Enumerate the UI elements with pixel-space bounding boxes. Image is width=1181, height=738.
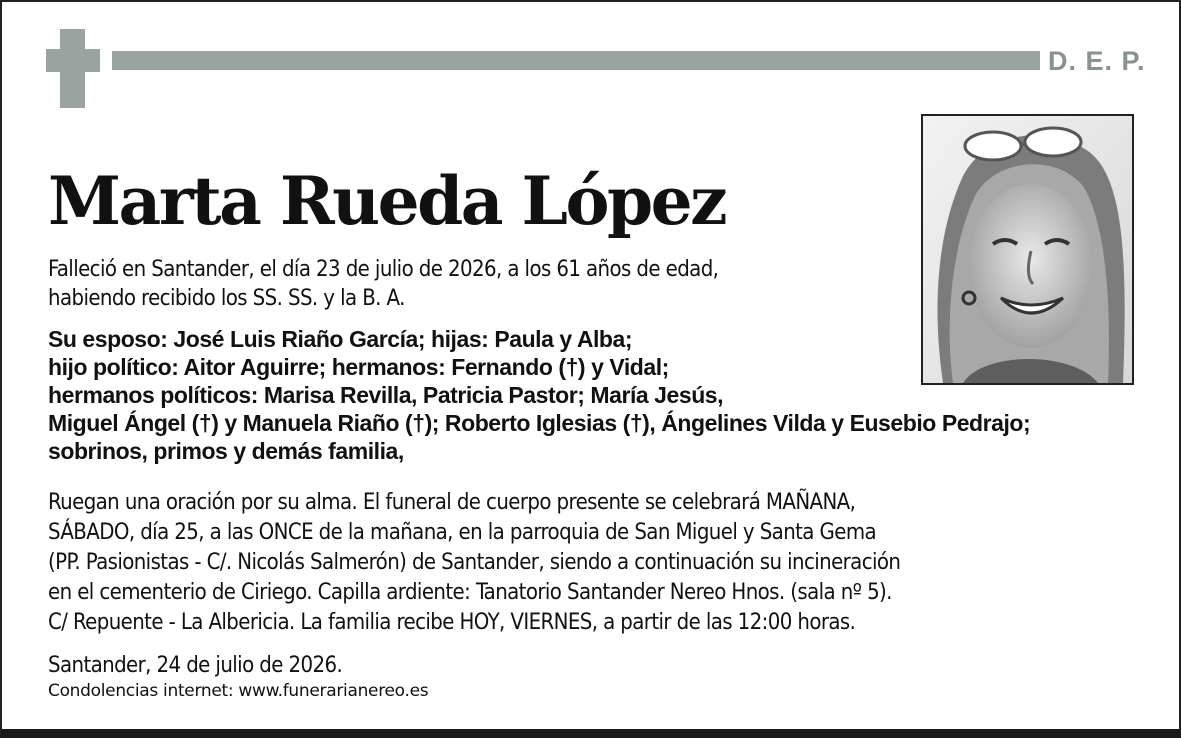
family-list <box>48 325 1030 465</box>
death-notice <box>48 255 718 313</box>
family-line: Miguel Ángel (†) y Manuela Riaño (†); Roberto Iglesias (†), Ángelines Vilda y Eusebio Pedrajo; <box>48 410 1031 436</box>
funeral-line: en el cementerio de Ciriego. Capilla ardiente: Tanatorio Santander Nereo Hnos. (sala nº 5). <box>48 580 892 605</box>
family-line: hermanos políticos: Marisa Revilla, Patricia Pastor; María Jesús, <box>48 382 724 408</box>
death-notice-line: habiendo recibido los SS. SS. y la B. A. <box>48 286 405 311</box>
deceased-name: Marta Rueda López <box>48 162 726 240</box>
family-line: hijo político: Aitor Aguirre; hermanos: Fernando (†) y Vidal; <box>48 354 669 380</box>
funeral-line: C/ Repuente - La Albericia. La familia recibe HOY, VIERNES, a partir de las 12:00 horas. <box>48 610 856 635</box>
family-line: Su esposo: José Luis Riaño García; hijas: Paula y Alba; <box>48 326 633 352</box>
funeral-details <box>48 488 900 638</box>
funeral-line: Ruegan una oración por su alma. El funeral de cuerpo presente se celebrará MAÑANA, <box>48 490 856 515</box>
funeral-line: (PP. Pasionistas - C/. Nicolás Salmerón) de Santander, siendo a continuación su incineración <box>48 550 901 575</box>
death-notice-line: Falleció en Santander, el día 23 de julio de 2026, a los 61 años de edad, <box>48 257 719 282</box>
header-bar <box>112 51 1040 70</box>
place-date: Santander, 24 de julio de 2026. <box>48 653 343 678</box>
cross-horizontal-beam <box>46 49 100 72</box>
funeral-line: SÁBADO, día 25, a las ONCE de la mañana, en la parroquia de San Miguel y Santa Gema <box>48 520 877 545</box>
family-line: sobrinos, primos y demás familia, <box>48 438 404 464</box>
dep-label: D. E. P. <box>1048 46 1146 76</box>
condolences-website: Condolencias internet: www.funerarianereo.es <box>48 681 429 701</box>
